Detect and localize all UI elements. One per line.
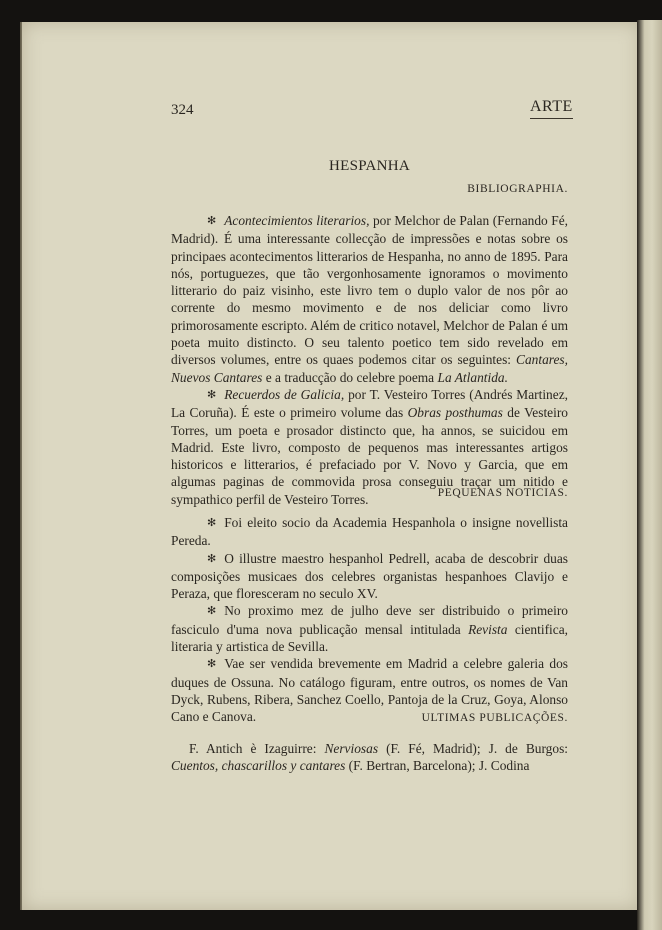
noticia-item <box>171 550 568 603</box>
entry-text-rest: de Vesteiro Torres, um poeta e prosador distincto que, ha annos, se suicidou em Madrid. Este livro, composto de pequenos mas interessantes artigos historicos e litterarios, é prefaciado por V. Novo y Garcia, que em algumas paginas de commovida prosa conseguiu traçar um nitido e sympathico perfil de Vesteiro Torres. <box>171 405 568 507</box>
noticias-heading: PEQUENAS NOTICIAS. <box>437 487 568 499</box>
noticia-item <box>171 514 568 550</box>
publicacoes-heading: ULTIMAS PUBLICAÇÕES. <box>421 712 568 724</box>
asterism-icon: ✻ <box>207 215 217 227</box>
entry-text: por Melchor de Palan (Fernando Fé, Madrid). É uma interessante collecção de impressões e notas sobre os principaes acontecimentos litterarios de Hespanha, no anno de 1895. Para nós, portuguezes, que tão vergonhosamente ignoramos o movimento litterario do paiz visinho, este livro tem o duplo valor de nos pôr ao corrente do mesmo movimento e de nos deliciar como livro primorosamente escripto. Além de critico notavel, Melchor de Palan é um poeta muito distincto. O seu talento poetico tem sido revelado em diversos volumes, entre os quaes podemos citar os seguintes: <box>171 213 568 368</box>
noticia-text: O illustre maestro hespanhol Pedrell, acaba de descobrir duas composições musicaes dos celebres organistas hespanhoes Clavijo e Peraza, que floresceram no seculo XV. <box>171 550 568 602</box>
asterism-icon: ✻ <box>207 552 217 565</box>
pub-text: (F. Fé, Madrid); J. de Burgos: <box>386 741 568 756</box>
entry-italic: Cantares, Nuevos Cantares <box>171 352 568 385</box>
asterism-icon: ✻ <box>207 658 217 671</box>
noticia-item <box>171 602 568 655</box>
publicacoes-entry <box>171 740 568 775</box>
pub-text: (F. Bertran, Barcelona); J. Codina <box>348 758 530 774</box>
noticias-text <box>171 514 568 726</box>
asterism-icon: ✻ <box>207 517 217 529</box>
section-title: HESPANHA <box>328 158 411 174</box>
entry-text-mid: e a traducção do celebre poema <box>265 369 435 385</box>
entry-title: Recuerdos de Galicia, <box>224 386 345 402</box>
asterism-icon: ✻ <box>207 605 217 618</box>
noticia-text-rest: cientifica, literaria y artistica de Sevilla. <box>171 621 568 655</box>
bibliographia-text <box>171 212 568 508</box>
book-spine <box>637 20 662 930</box>
noticia-text: Vae ser vendida brevemente em Madrid a celebre galeria dos duques de Ossuna. No catálogo figuram, entre outros, os nomes de Van Dyck, Rubens, Ribera, Sanchez Coello, Pantoja de la Cruz, Goya, Alonso Cano e Canova. <box>171 656 568 725</box>
running-title: ARTE <box>530 98 573 119</box>
bibliography-entry-1 <box>171 212 568 386</box>
entry-text: por T. Vesteiro Torres (Andrés Martinez, La Coruña). É este o primeiro volume das <box>171 386 568 421</box>
pub-title: Nerviosas <box>324 741 379 756</box>
pub-author: F. Antich è Izaguirre: <box>189 741 317 756</box>
entry-title: Acontecimientos literarios, <box>224 213 370 228</box>
noticia-text: Foi eleito socio da Academia Hespanhola o insigne novellista Pereda. <box>171 515 568 549</box>
publicacoes-text <box>171 740 568 775</box>
page-number: 324 <box>171 102 194 118</box>
asterism-icon: ✻ <box>207 388 217 401</box>
noticia-text: No proximo mez de julho deve ser distribuido o primeiro fasciculo d'uma nova publicação mensal intitulada <box>171 603 568 637</box>
entry-italic: Obras posthumas <box>407 405 503 421</box>
noticia-italic: Revista <box>468 621 508 637</box>
bibliographia-heading: BIBLIOGRAPHIA. <box>467 183 568 195</box>
entry-italic: La Atlantida. <box>437 369 508 385</box>
pub-title: Cuentos, chascarillos y cantares <box>171 758 346 774</box>
